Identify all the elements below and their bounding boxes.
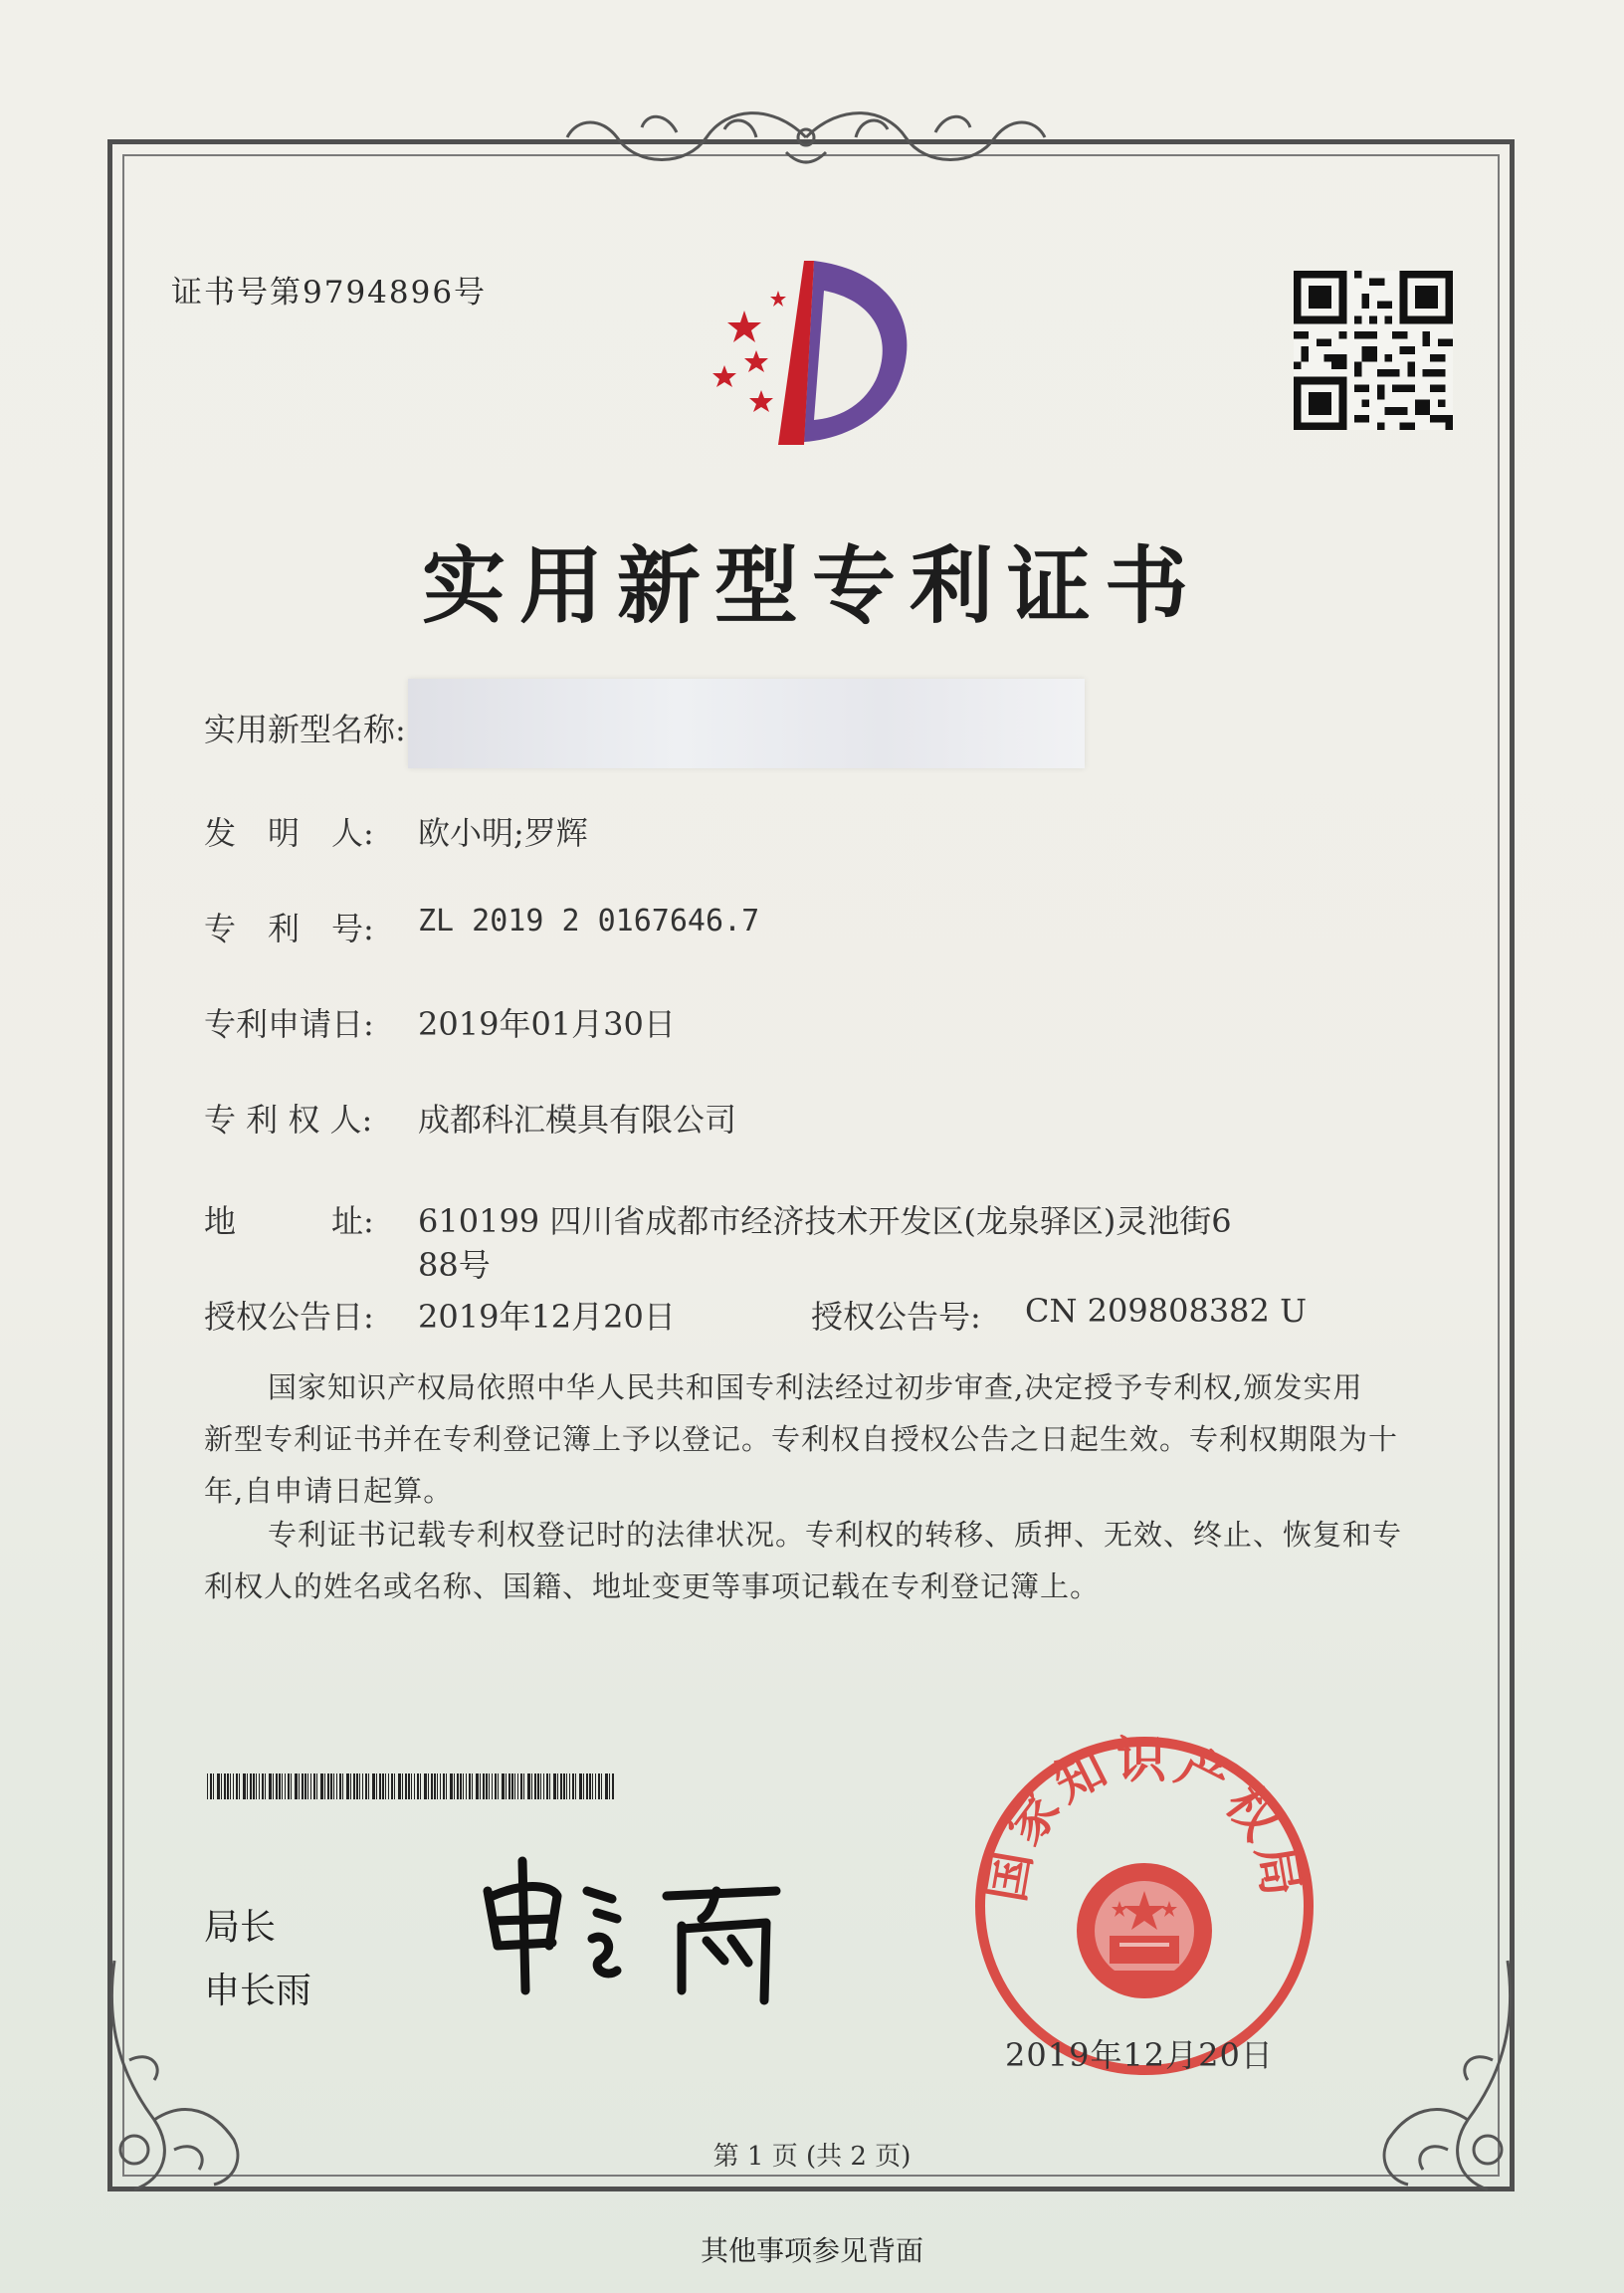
barcode-bar	[517, 1773, 518, 1799]
barcode-bar	[592, 1773, 593, 1799]
barcode-bar	[391, 1773, 393, 1799]
barcode-bar	[230, 1773, 231, 1799]
director-signature	[468, 1851, 826, 2020]
barcode-bar	[316, 1773, 317, 1799]
barcode-bar	[362, 1773, 363, 1799]
barcode-bar	[411, 1773, 412, 1799]
barcode-bar	[463, 1773, 464, 1799]
barcode-bar	[486, 1773, 488, 1799]
barcode-bar	[207, 1773, 208, 1799]
barcode-bar	[291, 1773, 292, 1799]
barcode-bar	[243, 1773, 246, 1799]
barcode-bar	[514, 1773, 515, 1799]
grant-date-label: 授权公告日:	[204, 1298, 374, 1336]
barcode-bar	[546, 1773, 548, 1799]
barcode-bar	[540, 1773, 541, 1799]
barcode-bar	[549, 1773, 550, 1799]
patent-number-value: ZL 2019 2 0167646.7	[418, 904, 760, 938]
filing-date-value: 2019年01月30日	[418, 1005, 676, 1043]
barcode-bar	[454, 1773, 455, 1799]
barcode-bar	[385, 1773, 386, 1799]
barcode-bar	[472, 1773, 473, 1799]
paragraph-2-line-2: 利权人的姓名或名称、国籍、地址变更等事项记载在专利登记簿上。	[204, 1569, 1101, 1603]
patentee-value: 成都科汇模具有限公司	[418, 1101, 737, 1139]
barcode-bar	[330, 1773, 332, 1799]
barcode-bar	[398, 1773, 401, 1799]
barcode-bar	[443, 1773, 445, 1799]
barcode-bar	[498, 1773, 499, 1799]
barcode-bar	[531, 1773, 532, 1799]
barcode-bar	[402, 1773, 403, 1799]
address-line-1: 610199 四川省成都市经济技术开发区(龙泉驿区)灵池街6	[418, 1202, 1232, 1240]
cnipa-official-seal	[970, 1732, 1319, 2080]
barcode-bar	[572, 1773, 574, 1799]
seal-text: 国家知识产权局	[976, 1732, 1313, 1907]
barcode-bar	[431, 1773, 433, 1799]
barcode-bar	[612, 1773, 614, 1799]
paragraph-1	[204, 1361, 1418, 1517]
barcode-bar	[586, 1773, 588, 1799]
barcode-bar	[417, 1773, 419, 1799]
barcode-bar	[388, 1773, 389, 1799]
barcode-bar	[502, 1773, 505, 1799]
barcode-bar	[563, 1773, 565, 1799]
barcode-bar	[279, 1773, 281, 1799]
redacted-name-mask	[408, 679, 1085, 768]
barcode-bar	[575, 1773, 576, 1799]
barcode-bar	[537, 1773, 539, 1799]
barcode-bar	[523, 1773, 524, 1799]
barcode-bar	[414, 1773, 415, 1799]
barcode-bar	[457, 1773, 459, 1799]
barcode-bar	[213, 1773, 214, 1799]
paragraph-2-line-1: 专利证书记载专利权登记时的法律状况。专利权的转移、质押、无效、终止、恢复和专	[268, 1518, 1403, 1552]
barcode-bar	[304, 1773, 306, 1799]
barcode-bar	[379, 1773, 381, 1799]
barcode-bar	[557, 1773, 558, 1799]
barcode-bar	[598, 1773, 600, 1799]
barcode-bar	[368, 1773, 369, 1799]
barcode-bar	[506, 1773, 507, 1799]
qr-code[interactable]	[1294, 271, 1453, 430]
barcode-bar	[601, 1773, 602, 1799]
barcode-bar	[327, 1773, 329, 1799]
patent-number-label: 专 利 号:	[204, 910, 374, 947]
paragraph-1-line-3: 年,自申请日起算。	[204, 1474, 454, 1508]
barcode-bar	[508, 1773, 510, 1799]
certificate-title: 实用新型专利证书	[421, 536, 1202, 635]
barcode-bar	[259, 1773, 260, 1799]
barcode-bar	[224, 1773, 226, 1799]
barcode-bar	[302, 1773, 304, 1799]
barcode	[207, 1773, 617, 1799]
barcode-bar	[285, 1773, 286, 1799]
barcode-bar	[408, 1773, 410, 1799]
barcode-bar	[534, 1773, 536, 1799]
barcode-bar	[282, 1773, 283, 1799]
barcode-bar	[310, 1773, 311, 1799]
barcode-bar	[350, 1773, 351, 1799]
barcode-bar	[560, 1773, 562, 1799]
barcode-bar	[466, 1773, 467, 1799]
barcode-bar	[520, 1773, 522, 1799]
address-label: 地 址:	[204, 1202, 374, 1240]
barcode-bar	[483, 1773, 485, 1799]
barcode-bar	[320, 1773, 323, 1799]
barcode-bar	[236, 1773, 238, 1799]
barcode-bar	[336, 1773, 337, 1799]
barcode-bar	[365, 1773, 367, 1799]
barcode-bar	[217, 1773, 220, 1799]
barcode-bar	[437, 1773, 438, 1799]
barcode-bar	[382, 1773, 384, 1799]
barcode-bar	[446, 1773, 447, 1799]
barcode-bar	[469, 1773, 471, 1799]
barcode-bar	[307, 1773, 308, 1799]
barcode-bar	[269, 1773, 272, 1799]
barcode-bar	[256, 1773, 257, 1799]
barcode-bar	[356, 1773, 358, 1799]
barcode-bar	[339, 1773, 341, 1799]
barcode-bar	[333, 1773, 334, 1799]
barcode-bar	[276, 1773, 278, 1799]
barcode-bar	[450, 1773, 453, 1799]
barcode-bar	[299, 1773, 300, 1799]
barcode-bar	[440, 1773, 441, 1799]
paragraph-1-line-1: 国家知识产权局依照中华人民共和国专利法经过初步审查,决定授予专利权,颁发实用	[268, 1370, 1363, 1404]
barcode-bar	[288, 1773, 290, 1799]
inventor-value: 欧小明;罗辉	[418, 814, 588, 852]
grant-date-value: 2019年12月20日	[418, 1298, 676, 1336]
barcode-bar	[543, 1773, 544, 1799]
barcode-bar	[495, 1773, 497, 1799]
barcode-bar	[480, 1773, 481, 1799]
barcode-bar	[589, 1773, 591, 1799]
barcode-bar	[527, 1773, 530, 1799]
patentee-label: 专 利 权 人:	[204, 1101, 373, 1139]
barcode-bar	[424, 1773, 427, 1799]
barcode-bar	[239, 1773, 240, 1799]
barcode-bar	[372, 1773, 375, 1799]
paragraph-2	[204, 1509, 1418, 1612]
director-title: 局长	[204, 1907, 277, 1948]
inventor-label: 发 明 人:	[204, 814, 374, 852]
barcode-bar	[489, 1773, 490, 1799]
barcode-bar	[262, 1773, 264, 1799]
barcode-bar	[579, 1773, 582, 1799]
barcode-bar	[376, 1773, 377, 1799]
cnipa-emblem-logo	[687, 251, 935, 450]
page-number: 第 1 页 (共 2 页)	[712, 2142, 912, 2172]
utility-model-name-label: 实用新型名称:	[204, 711, 406, 748]
grant-number-label: 授权公告号:	[811, 1298, 981, 1336]
barcode-bar	[428, 1773, 429, 1799]
barcode-bar	[476, 1773, 479, 1799]
paragraph-1-line-2: 新型专利证书并在专利登记簿上予以登记。专利权自授权公告之日起生效。专利权期限为十	[204, 1422, 1399, 1456]
barcode-bar	[295, 1773, 298, 1799]
footer-note: 其他事项参见背面	[700, 2234, 923, 2267]
top-ornament	[557, 98, 1055, 177]
barcode-bar	[566, 1773, 567, 1799]
barcode-bar	[221, 1773, 222, 1799]
barcode-bar	[250, 1773, 252, 1799]
barcode-bar	[313, 1773, 315, 1799]
barcode-bar	[460, 1773, 462, 1799]
barcode-bar	[273, 1773, 274, 1799]
barcode-bar	[511, 1773, 513, 1799]
barcode-bar	[553, 1773, 556, 1799]
barcode-bar	[434, 1773, 436, 1799]
barcode-bar	[253, 1773, 255, 1799]
barcode-bar	[405, 1773, 407, 1799]
barcode-bar	[265, 1773, 266, 1799]
seal-date: 2019年12月20日	[1005, 2036, 1274, 2074]
barcode-bar	[359, 1773, 360, 1799]
barcode-bar	[233, 1773, 234, 1799]
barcode-bar	[227, 1773, 229, 1799]
barcode-bar	[605, 1773, 608, 1799]
barcode-bar	[247, 1773, 248, 1799]
address-line-2: 88号	[418, 1246, 491, 1284]
barcode-bar	[210, 1773, 212, 1799]
barcode-bar	[342, 1773, 343, 1799]
barcode-bar	[595, 1773, 596, 1799]
barcode-bar	[569, 1773, 570, 1799]
filing-date-label: 专利申请日:	[204, 1005, 374, 1043]
barcode-bar	[420, 1773, 421, 1799]
grant-number-value: CN 209808382 U	[1025, 1292, 1308, 1330]
barcode-bar	[324, 1773, 325, 1799]
barcode-bar	[353, 1773, 355, 1799]
barcode-bar	[609, 1773, 610, 1799]
certificate-number: 证书号第9794896号	[171, 275, 488, 311]
director-name: 申长雨	[204, 1971, 312, 2011]
barcode-bar	[346, 1773, 349, 1799]
barcode-bar	[583, 1773, 584, 1799]
barcode-bar	[394, 1773, 395, 1799]
barcode-bar	[492, 1773, 493, 1799]
